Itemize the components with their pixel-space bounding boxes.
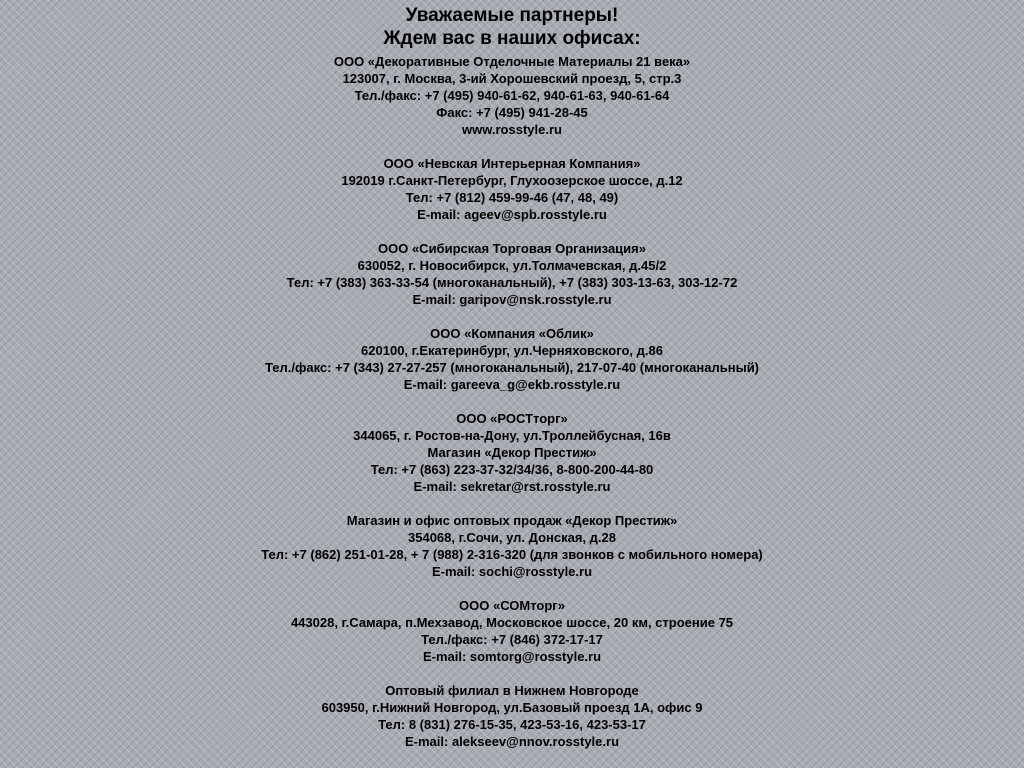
office-address: 630052, г. Новосибирск, ул.Толмачевская, д.45/2	[357, 258, 667, 273]
company-name: ООО «Декоративные Отделочные Материалы 21 века»	[333, 54, 691, 69]
office-address: 354068, г.Сочи, ул. Донская, д.28	[408, 530, 616, 545]
office-email: E-mail: ageev@spb.rosstyle.ru	[417, 207, 607, 222]
company-name: ООО «Сибирская Торговая Организация»	[378, 241, 646, 256]
office-fax: Факс: +7 (495) 941-28-45	[436, 105, 588, 120]
office-address: 344065, г. Ростов-на-Дону, ул.Троллейбусная, 16в	[353, 428, 671, 443]
office-email: E-mail: sekretar@rst.rosstyle.ru	[413, 479, 611, 494]
office-email: E-mail: gareeva_g@ekb.rosstyle.ru	[403, 377, 621, 392]
slide-content	[0, 4, 1024, 767]
office-block-samara	[0, 597, 1024, 665]
company-name: ООО «Компания «Облик»	[430, 326, 594, 341]
office-block-novosibirsk	[0, 240, 1024, 308]
office-phone: Тел: +7 (862) 251-01-28, + 7 (988) 2-316-320 (для звонков с мобильного номера)	[261, 547, 763, 562]
office-block-sochi	[0, 512, 1024, 580]
office-list	[0, 53, 1024, 750]
office-block-ekaterinburg	[0, 325, 1024, 393]
office-address: 192019 г.Санкт-Петербург, Глухоозерское шоссе, д.12	[341, 173, 683, 188]
office-email: E-mail: alekseev@nnov.rosstyle.ru	[404, 734, 620, 749]
office-email: E-mail: sochi@rosstyle.ru	[431, 564, 593, 579]
office-address: 603950, г.Нижний Новгород, ул.Базовый проезд 1А, офис 9	[321, 700, 703, 715]
office-phone: Тел: +7 (812) 459-99-46 (47, 48, 49)	[405, 190, 619, 205]
office-address: 620100, г.Екатеринбург, ул.Черняховского, д.86	[361, 343, 663, 358]
company-name: Магазин и офис оптовых продаж «Декор Престиж»	[346, 513, 678, 528]
company-name: ООО «СОМторг»	[459, 598, 565, 613]
office-phone: Тел: 8 (831) 276-15-35, 423-53-16, 423-53-17	[378, 717, 646, 732]
office-address: 443028, г.Самара, п.Мехзавод, Московское шоссе, 20 км, строение 75	[290, 615, 734, 630]
company-name: Оптовый филиал в Нижнем Новгороде	[385, 683, 639, 698]
office-block-nizhny-novgorod	[0, 682, 1024, 750]
office-email: E-mail: somtorg@rosstyle.ru	[422, 649, 602, 664]
company-name: ООО «РОСТторг»	[456, 411, 568, 426]
greeting-heading: Уважаемые партнеры!	[405, 5, 619, 26]
office-address: 123007, г. Москва, 3-ий Хорошевский проезд, 5, стр.3	[342, 71, 682, 86]
office-phone: Тел./факс: +7 (343) 27-27-257 (многоканальный), 217-07-40 (многоканальный)	[264, 360, 760, 375]
office-block-rostov	[0, 410, 1024, 495]
office-phone: Тел: +7 (863) 223-37-32/34/36, 8-800-200-44-80	[370, 462, 654, 477]
office-phone: Тел./факс: +7 (846) 372-17-17	[421, 632, 603, 647]
office-phone: Тел: +7 (383) 363-33-54 (многоканальный), +7 (383) 303-13-63, 303-12-72	[286, 275, 738, 290]
store-name: Магазин «Декор Престиж»	[427, 445, 597, 460]
office-phone: Тел./факс: +7 (495) 940-61-62, 940-61-63, 940-61-64	[354, 88, 670, 103]
company-name: ООО «Невская Интерьерная Компания»	[383, 156, 641, 171]
office-block-spb	[0, 155, 1024, 223]
office-email: E-mail: garipov@nsk.rosstyle.ru	[412, 292, 612, 307]
invitation-heading: Ждем вас в наших офисах:	[383, 28, 641, 49]
website-link[interactable]: www.rosstyle.ru	[462, 122, 562, 137]
office-block-moscow	[0, 53, 1024, 138]
